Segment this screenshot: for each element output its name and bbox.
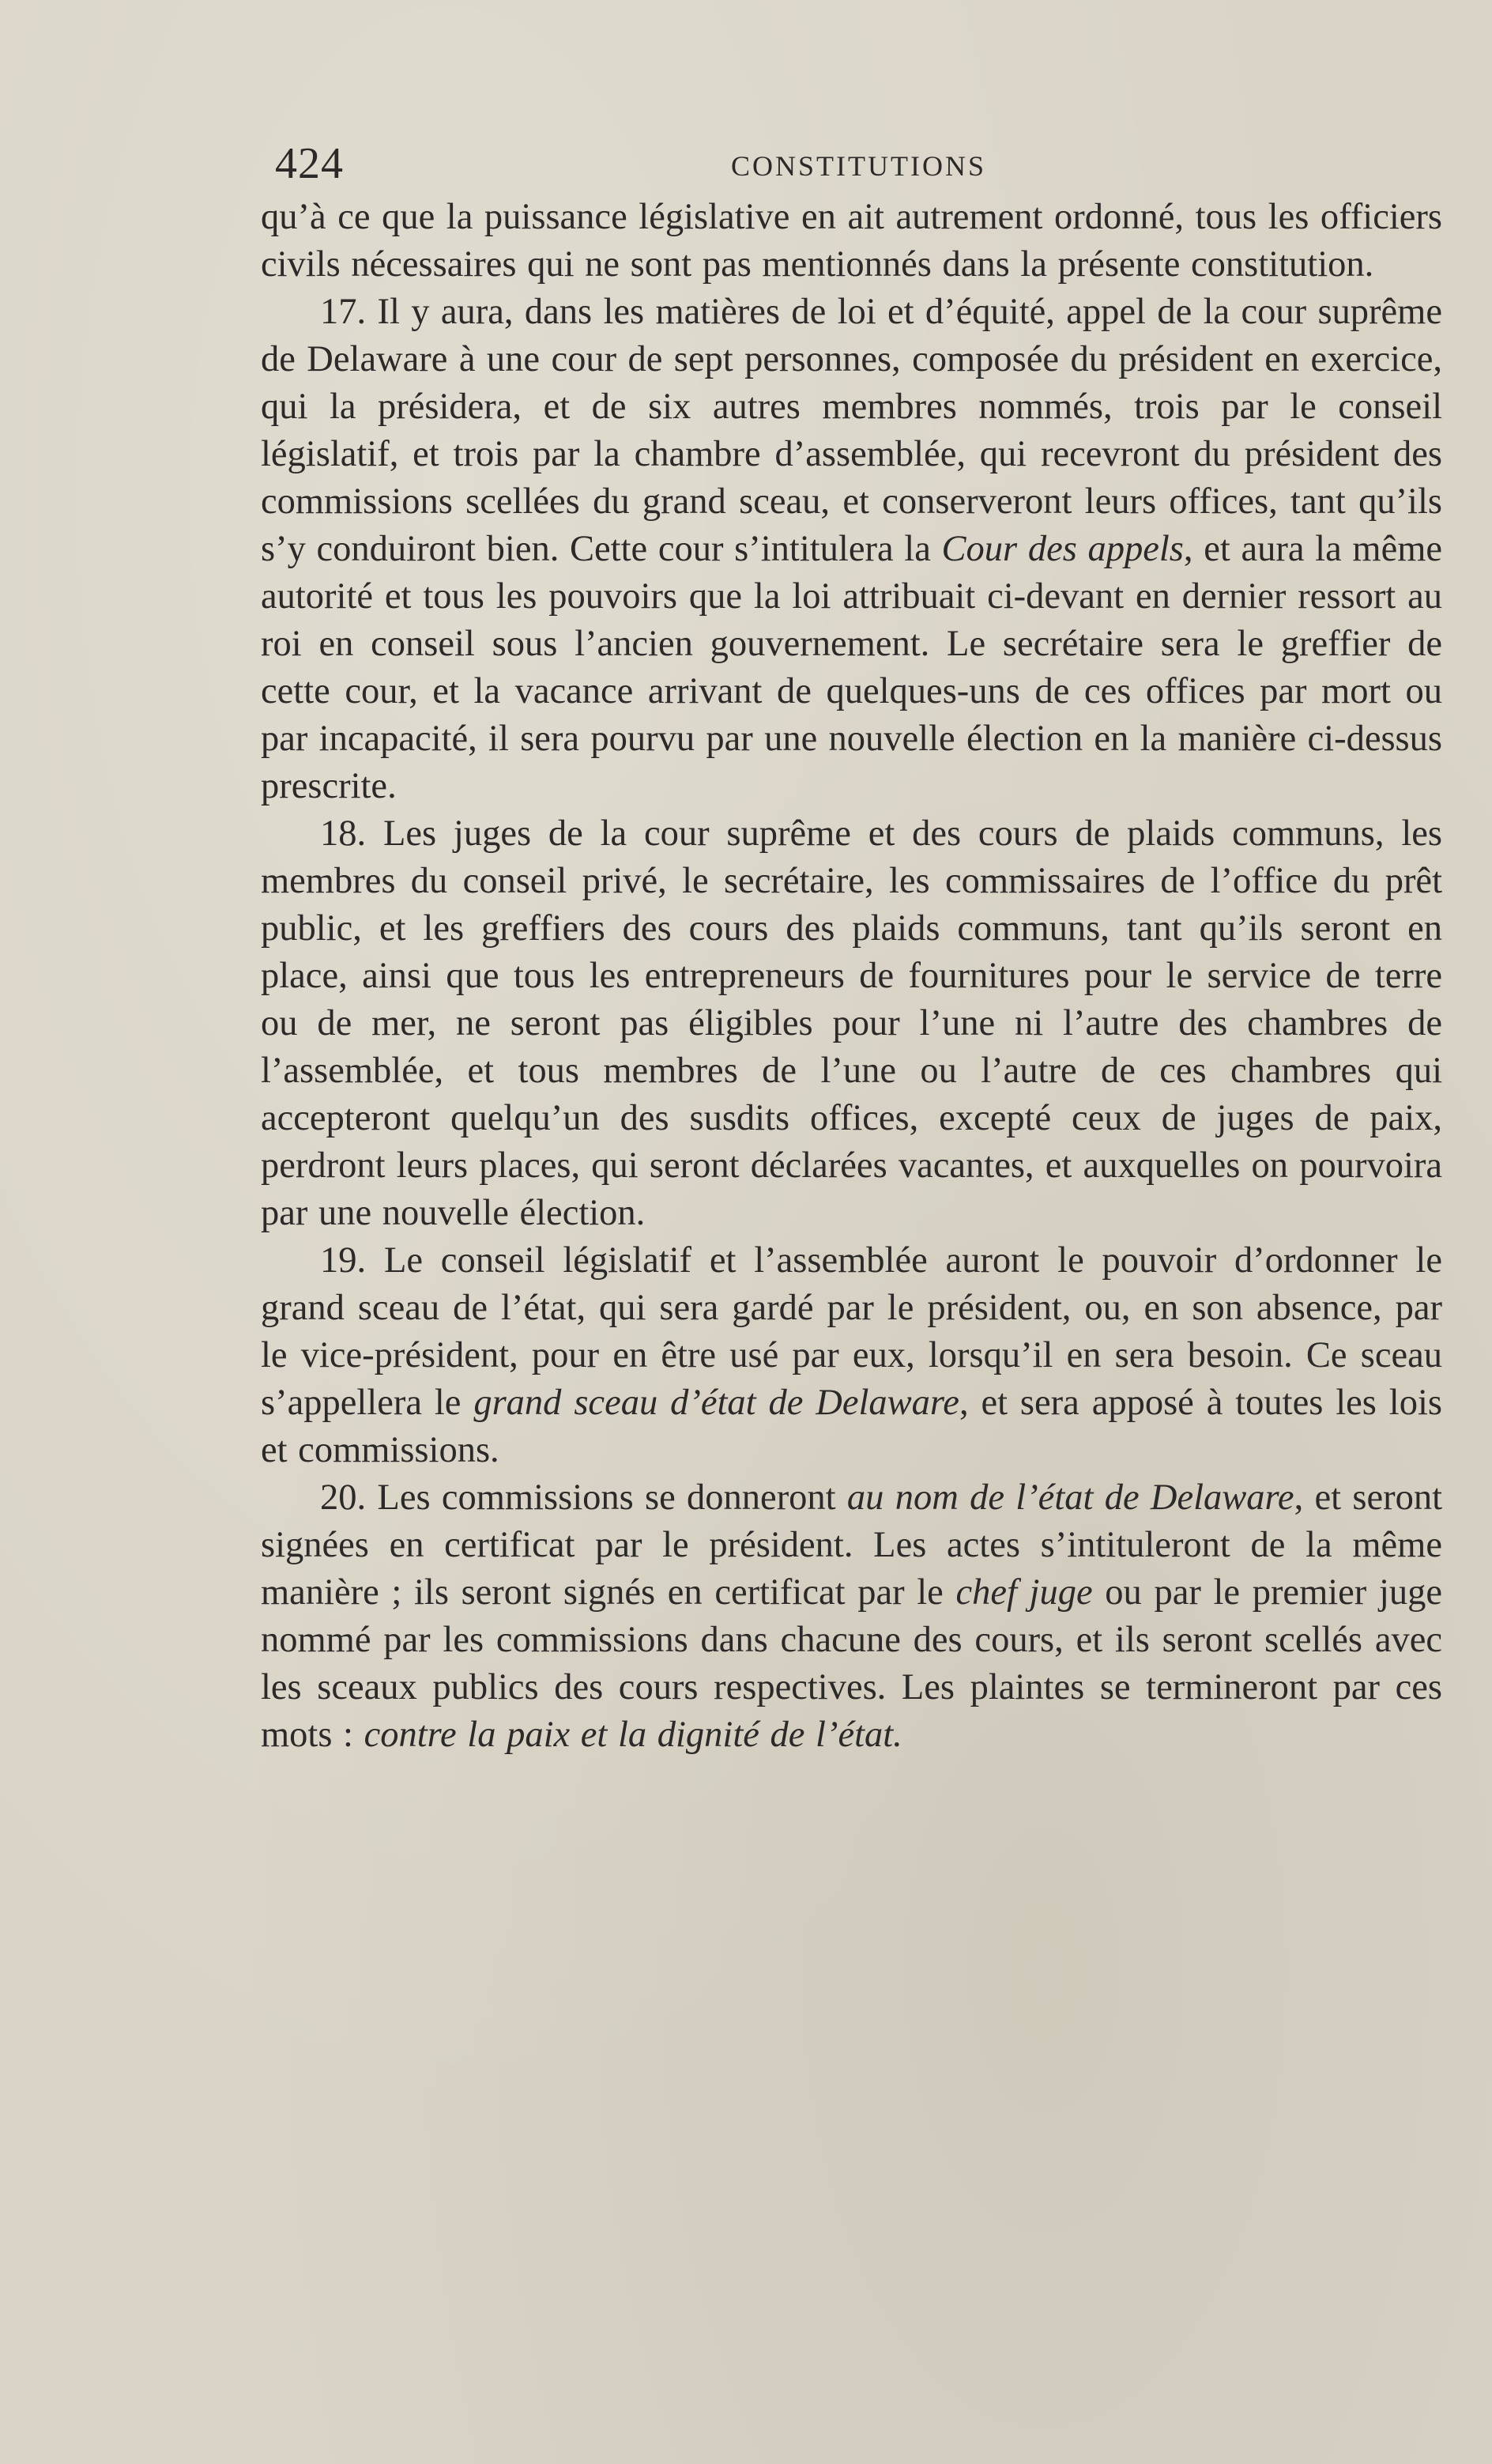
article-20-text-e: ou par le premier juge nommé par les commissions dans chacune des cours, et ils seront scellés avec les sceaux publics des cours respectives. Les plaintes se termineront par ces mots : [261,1572,1442,1755]
article-19-text-a: 19. Le conseil législatif et l’assemblée auront le pouvoir d’ordonner le grand sceau de l’état, qui sera gardé par le président, ou, en son absence, par le vice-président, pour en être usé par eux, lorsqu’il en sera besoin. Ce sceau s’appellera le [261,1240,1442,1423]
article-19-italic-seal: grand sceau d’état de Delaware [473,1383,959,1423]
article-17-text-c: , et aura la même autorité et tous les pouvoirs que la loi attribuait ci-devant en dernier ressort au roi en conseil sous l’ancien gouvernement. Le secrétaire sera le greffier de cette cour, et la vacance arrivant de quelques-uns de ces offices par mort ou par incapacité, il sera pourvu par une nouvelle élection en la manière ci-dessus prescrite. [261,529,1443,806]
running-title: CONSTITUTIONS [731,150,986,182]
body-text [261,194,1442,1759]
paragraph-continuation [261,194,1442,289]
article-19-text-c: , et sera apposé à toutes les lois et commissions. [261,1383,1442,1470]
article-20-italic-chief-judge: chef juge [955,1572,1093,1613]
article-20-text-c: , et seront signées en certificat par le président. Les actes s’intituleront de la même manière ; ils seront signés en certificat par le [261,1477,1443,1613]
paragraph-text: qu’à ce que la puissance législative en ait autrement ordonné, tous les officiers civils nécessaires qui ne sont pas mentionnés dans la présente constitution. [261,197,1442,285]
page-number: 424 [275,139,344,188]
page-header [261,138,1442,194]
book-page [261,138,1442,1759]
article-17-italic-court: Cour des appels [941,529,1184,569]
article-20-italic-closing: contre la paix et la dignité de l’état. [364,1715,902,1755]
article-20-text-a: 20. Les commissions se donneront [320,1477,847,1518]
article-17 [261,289,1442,810]
article-17-text-a: 17. Il y aura, dans les matières de loi et d’équité, appel de la cour suprême de Delaware à une cour de sept personnes, composée du président en exercice, qui la présidera, et de six autres membres nommés, trois par le conseil législatif, et trois par la chambre d’assemblée, qui recevront du président des commissions scellées du grand sceau, et conserveront leurs offices, tant qu’ils s’y conduiront bien. Cette cour s’intitulera la [261,292,1442,569]
article-18-text: 18. Les juges de la cour suprême et des cours de plaids communs, les membres du conseil privé, le secrétaire, les commissaires de l’office du prêt public, et les greffiers des cours des plaids communs, tant qu’ils seront en place, ainsi que tous les entrepreneurs de fournitures pour le service de terre ou de mer, ne seront pas éligibles pour l’une ni l’autre des chambres de l’assemblée, et tous membres de l’une ou l’autre de ces chambres qui accepteront quelqu’un des susdits offices, excepté ceux de juges de paix, perdront leurs places, qui seront déclarées vacantes, et auxquelles on pourvoira par une nouvelle élection. [261,813,1442,1233]
article-20 [261,1474,1442,1759]
article-18 [261,810,1442,1237]
article-20-italic-name: au nom de l’état de Delaware [846,1477,1294,1518]
article-19 [261,1237,1442,1474]
